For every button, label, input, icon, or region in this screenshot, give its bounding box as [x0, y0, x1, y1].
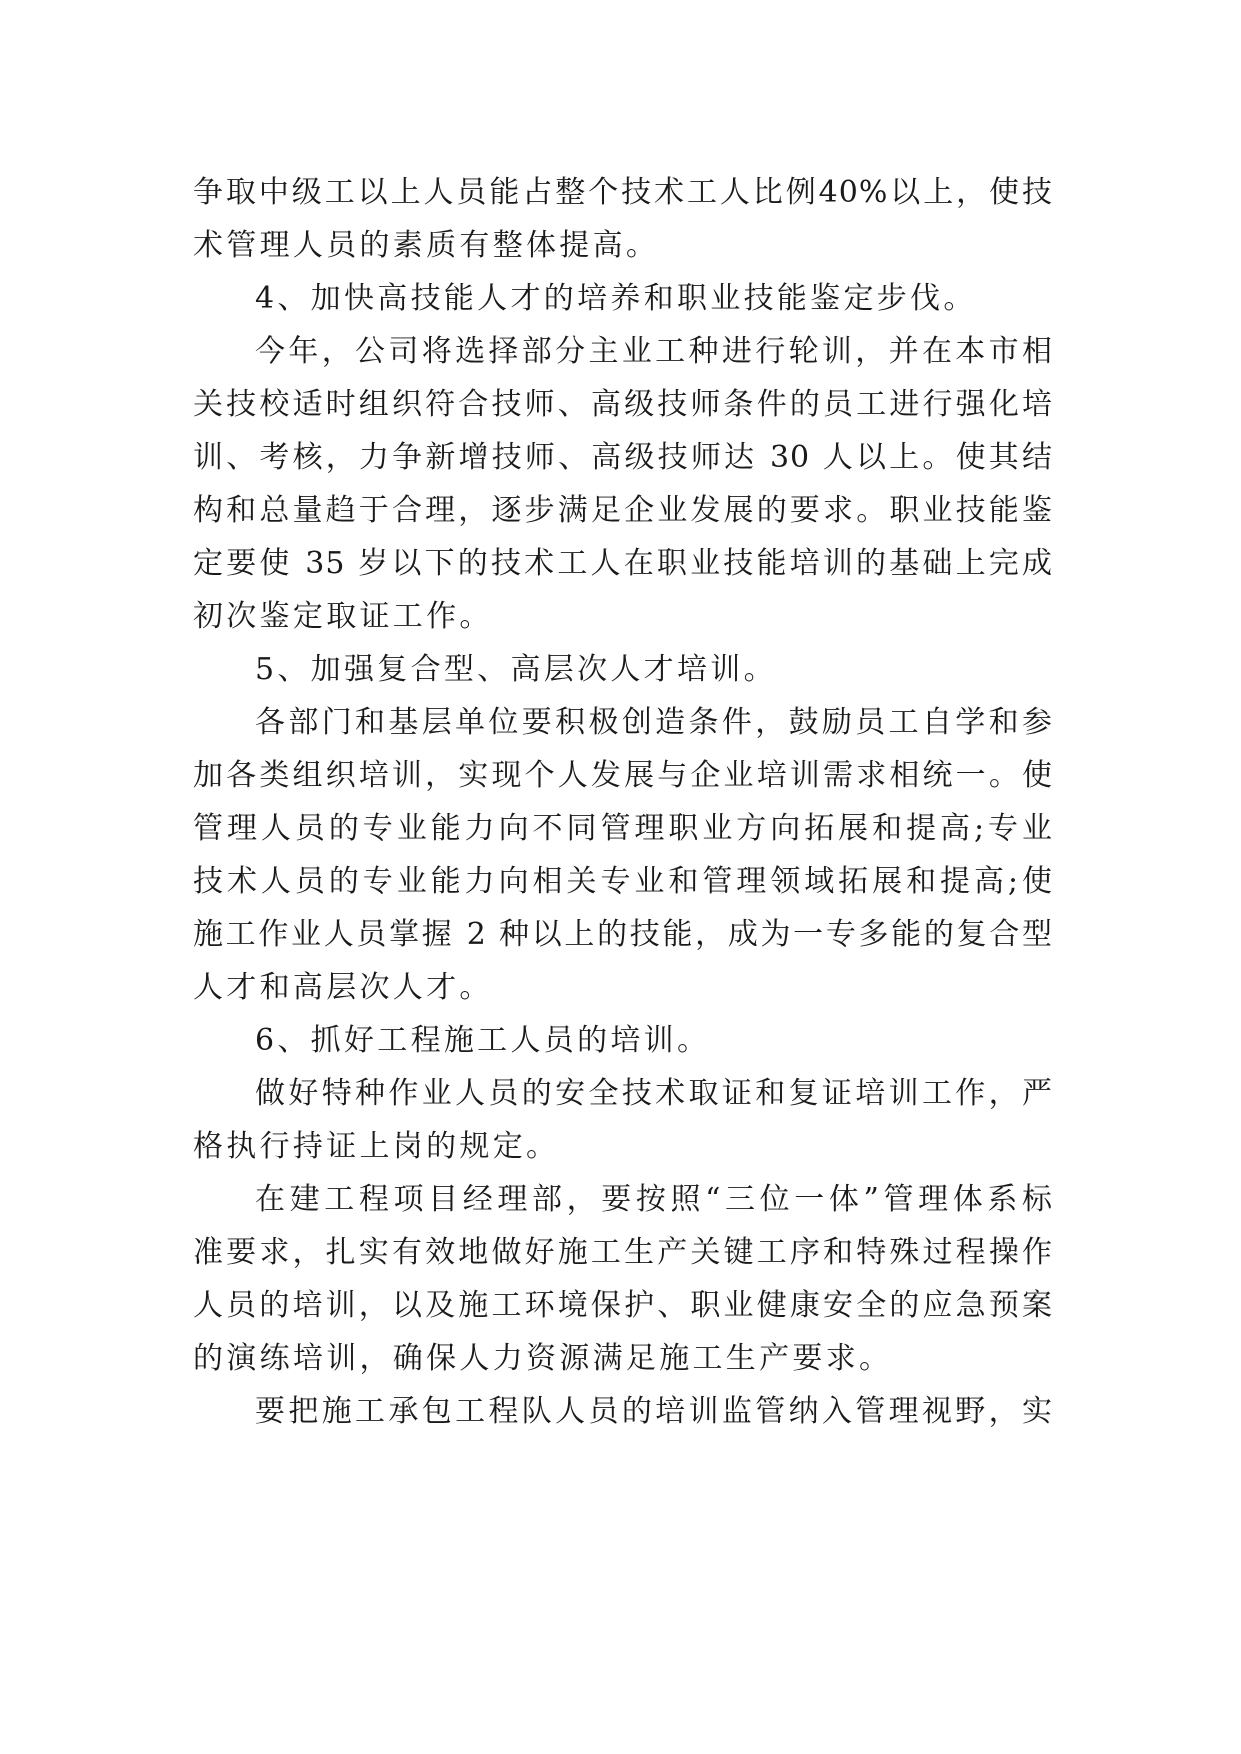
text-line-19: 格执行持证上岗的规定。 [193, 1129, 560, 1164]
text-line-11: 各部门和基层单位要积极创造条件，鼓励员工自学和参 [255, 705, 1053, 740]
section-heading-5: 5、加强复合型、高层次人才培训。 [255, 652, 777, 687]
text-line-13: 管理人员的专业能力向不同管理职业方向拓展和提高;专业 [193, 811, 1053, 846]
text-line-18: 做好特种作业人员的安全技术取证和复证培训工作，严 [255, 1076, 1053, 1111]
section-heading-6: 6、抓好工程施工人员的培训。 [255, 1023, 711, 1058]
text-line-1: 争取中级工以上人员能占整个技术工人比例40%以上，使技 [193, 175, 1053, 210]
text-line-5: 关技校适时组织符合技师、高级技师条件的员工进行强化培 [193, 387, 1053, 422]
text-line-21: 准要求，扎实有效地做好施工生产关键工序和特殊过程操作 [193, 1235, 1053, 1270]
text-line-2: 术管理人员的素质有整体提高。 [193, 228, 660, 263]
text-line-14: 技术人员的专业能力向相关专业和管理领域拓展和提高;使 [193, 864, 1053, 899]
text-line-4: 今年，公司将选择部分主业工种进行轮训，并在本市相 [255, 334, 1053, 369]
text-line-7: 构和总量趋于合理，逐步满足企业发展的要求。职业技能鉴 [193, 493, 1053, 528]
text-line-8: 定要使 35 岁以下的技术工人在职业技能培训的基础上完成 [193, 546, 1053, 581]
text-line-15: 施工作业人员掌握 2 种以上的技能，成为一专多能的复合型 [193, 917, 1053, 952]
text-line-16: 人才和高层次人才。 [193, 970, 493, 1005]
text-line-6: 训、考核，力争新增技师、高级技师达 30 人以上。使其结 [193, 440, 1053, 475]
text-line-24: 要把施工承包工程队人员的培训监管纳入管理视野，实 [255, 1394, 1053, 1429]
text-line-23: 的演练培训，确保人力资源满足施工生产要求。 [193, 1341, 893, 1376]
text-line-9: 初次鉴定取证工作。 [193, 599, 493, 634]
text-line-12: 加各类组织培训，实现个人发展与企业培训需求相统一。使 [193, 758, 1053, 793]
section-heading-4: 4、加快高技能人才的培养和职业技能鉴定步伐。 [255, 281, 977, 316]
text-line-22: 人员的培训，以及施工环境保护、职业健康安全的应急预案 [193, 1288, 1053, 1323]
text-line-20: 在建工程项目经理部，要按照“三位一体”管理体系标 [255, 1182, 1053, 1217]
